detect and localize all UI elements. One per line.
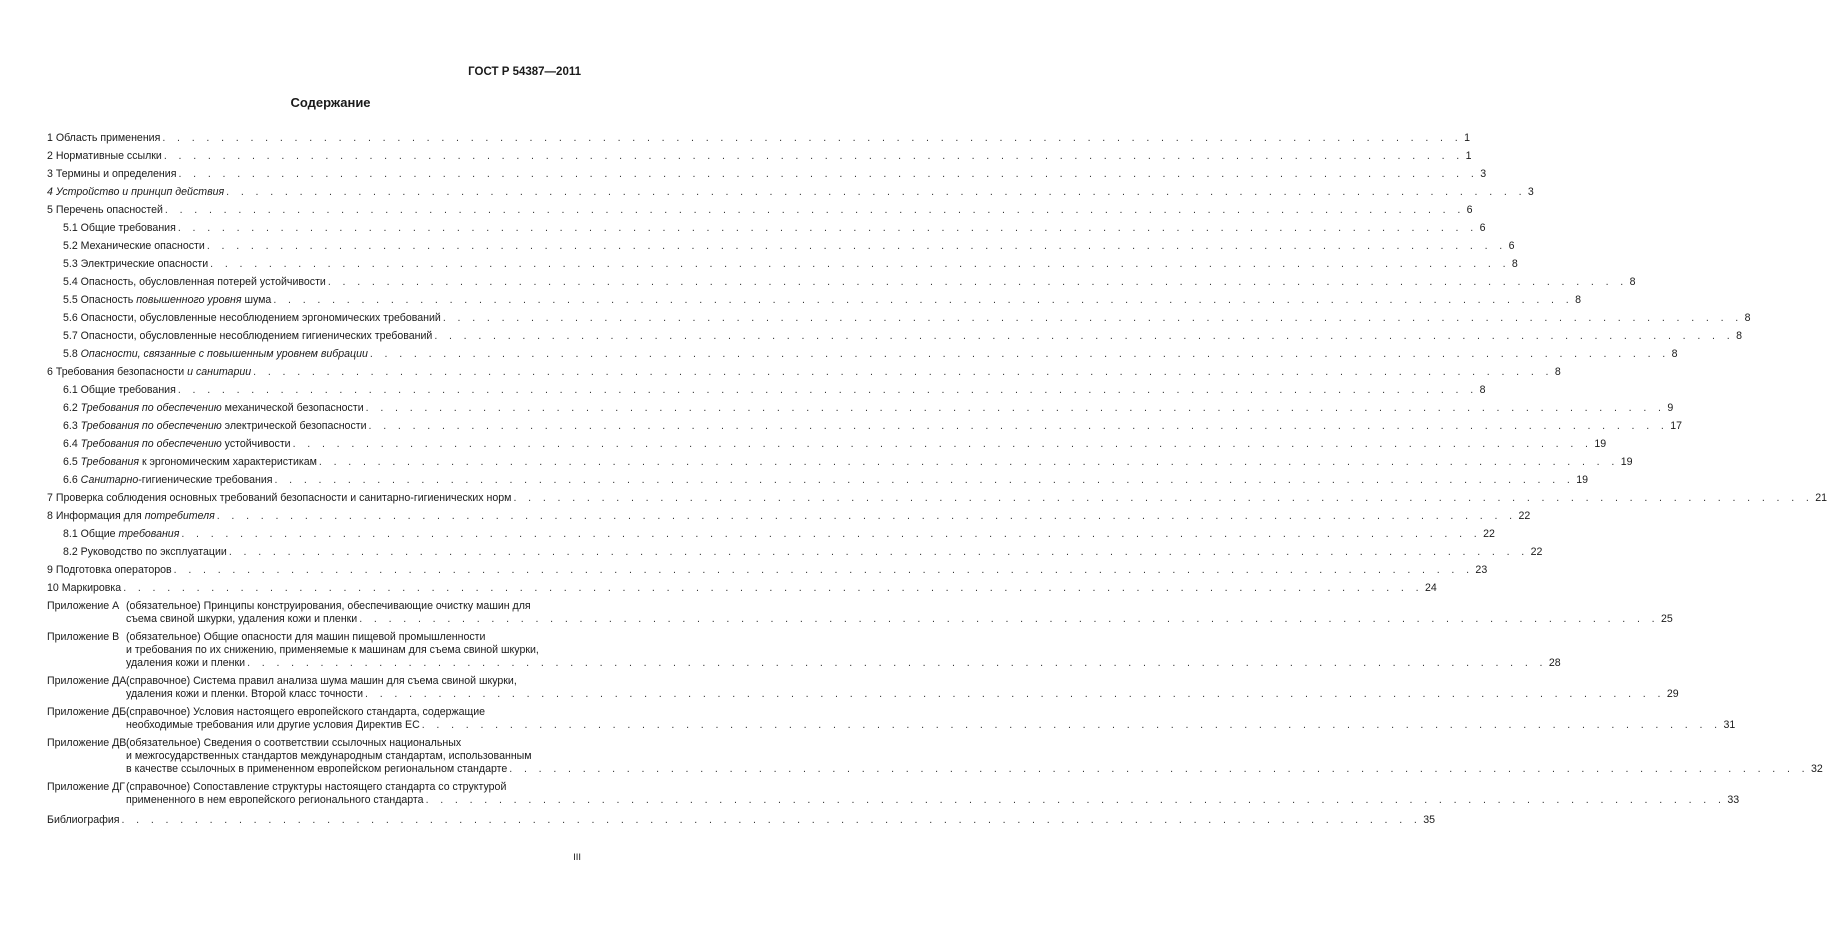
dot-leader: . . . . . . . . . . . . . . . . . . . . . . . . . . . . . . . . . . . . . . . . . . . . . . . . . . . . . . . . . . . . . . . . . . . . . . . . . . . . . . . . . . . . . . . . . bbox=[177, 222, 1478, 234]
toc-page-number: 19 bbox=[1620, 456, 1633, 468]
table-of-contents bbox=[47, 127, 1827, 827]
toc-page-number: 21 bbox=[1815, 492, 1827, 504]
dot-leader: . . . . . . . . . . . . . . . . . . . . . . . . . . . . . . . . . . . . . . . . . . . . . . . . . . . . . . . . . . . . . . . . . . . . . . . . . . . . . . . . . . . . . . . . . bbox=[177, 384, 1478, 396]
toc-entry-segment: 6.1 Общие требования bbox=[63, 384, 176, 396]
toc-page-number: 3 bbox=[1480, 168, 1487, 180]
dot-leader: . . . . . . . . . . . . . . . . . . . . . . . . . . . . . . . . . . . . . . . . . . . . . . . . . . . . . . . . . . . . . . . . . . . . . . . . . . . . . . . . . . . . . . . . . bbox=[365, 402, 1666, 414]
toc-page-number: 8 bbox=[1629, 276, 1636, 288]
toc-entry[interactable] bbox=[47, 577, 1437, 595]
toc-page-number: 23 bbox=[1475, 564, 1488, 576]
toc-entry-text bbox=[47, 204, 163, 217]
dot-leader: . . . . . . . . . . . . . . . . . . . . . . . . . . . . . . . . . . . . . . . . . . . . . . . . . . . . . . . . . . . . . . . . . . . . . . . . . . . . . . . . . . . . . . . . . bbox=[216, 510, 1517, 522]
toc-page-number: 28 bbox=[1548, 657, 1561, 669]
toc-entry-segment: электрической безопасности bbox=[221, 420, 367, 432]
toc-entry[interactable] bbox=[47, 523, 1495, 541]
dot-leader: . . . . . . . . . . . . . . . . . . . . . . . . . . . . . . . . . . . . . . . . . . . . . . . . . . . . . . . . . . . . . . . . . . . . . . . . . . . . . . . . . . . . . . . . . bbox=[162, 132, 1463, 144]
toc-bibliography-entry[interactable] bbox=[47, 809, 1436, 827]
toc-entry-segment: 3 Термины и определения bbox=[47, 168, 177, 180]
toc-entry-segment: 6.4 bbox=[63, 438, 81, 450]
toc-entry-text bbox=[63, 474, 273, 487]
appendix-title-line: (обязательное) Сведения о соответствии ссылочных национальных bbox=[126, 737, 462, 749]
toc-entry[interactable] bbox=[47, 559, 1488, 577]
dot-leader: . . . . . . . . . . . . . . . . . . . . . . . . . . . . . . . . . . . . . . . . . . . . . . . . . . . . . . . . . . . . . . . . . . . . . . . . . . . . . . . . . . . . . . . . . bbox=[359, 613, 1659, 625]
dot-leader: . . . . . . . . . . . . . . . . . . . . . . . . . . . . . . . . . . . . . . . . . . . . . . . . . . . . . . . . . . . . . . . . . . . . . . . . . . . . . . . . . . . . . . . . . bbox=[425, 794, 1726, 806]
toc-page-number: 1 bbox=[1465, 150, 1472, 162]
toc-entry-segment: 5.3 Электрические опасности bbox=[63, 258, 209, 270]
appendix-title-line: и требования по их снижению, применяемые к машинам для съема свиной шкурки, bbox=[126, 644, 539, 656]
toc-entry[interactable] bbox=[47, 451, 1633, 469]
toc-entry-segment: 6.6 bbox=[63, 474, 81, 486]
dot-leader: . . . . . . . . . . . . . . . . . . . . . . . . . . . . . . . . . . . . . . . . . . . . . . . . . . . . . . . . . . . . . . . . . . . . . . . . . . . . . . . . . . . . . . . . . bbox=[421, 719, 1722, 731]
toc-entry[interactable] bbox=[47, 163, 1487, 181]
toc-entry-segment: механической безопасности bbox=[221, 402, 364, 414]
toc-entry[interactable] bbox=[47, 199, 1473, 217]
toc-page-number: 3 bbox=[1527, 186, 1534, 198]
toc-appendix-entry[interactable] bbox=[47, 706, 1736, 732]
appendix-title-line: (справочное) Условия настоящего европейского стандарта, содержащие bbox=[126, 706, 486, 718]
toc-entry-segment: требования bbox=[118, 528, 180, 540]
toc-entry-segment: 8 Информация для bbox=[47, 510, 145, 522]
dot-leader: . . . . . . . . . . . . . . . . . . . . . . . . . . . . . . . . . . . . . . . . . . . . . . . . . . . . . . . . . . . . . . . . . . . . . . . . . . . . . . . . . . . . . . . . . bbox=[369, 348, 1670, 360]
toc-entry[interactable] bbox=[47, 361, 1561, 379]
toc-entry-segment: устойчивости bbox=[221, 438, 291, 450]
toc-entry-segment: к эргономическим характеристикам bbox=[139, 456, 317, 468]
dot-leader: . . . . . . . . . . . . . . . . . . . . . . . . . . . . . . . . . . . . . . . . . . . . . . . . . . . . . . . . . . . . . . . . . . . . . . . . . . . . . . . . . . . . . . . . . bbox=[442, 312, 1743, 324]
toc-page-number: 6 bbox=[1479, 222, 1486, 234]
dot-leader: . . . . . . . . . . . . . . . . . . . . . . . . . . . . . . . . . . . . . . . . . . . . . . . . . . . . . . . . . . . . . . . . . . . . . . . . . . . . . . . . . . . . . . . . . bbox=[513, 492, 1814, 504]
toc-page-number: 1 bbox=[1464, 132, 1470, 144]
toc-appendix-entry[interactable] bbox=[47, 675, 1679, 701]
toc-entry-text bbox=[63, 528, 179, 541]
dot-leader: . . . . . . . . . . . . . . . . . . . . . . . . . . . . . . . . . . . . . . . . . . . . . . . . . . . . . . . . . . . . . . . . . . . . . . . . . . . . . . . . . . . . . . . . . bbox=[226, 186, 1526, 198]
toc-entry-text bbox=[47, 492, 511, 505]
toc-page-number: 32 bbox=[1811, 763, 1823, 775]
toc-entry-segment: -гигиенические требования bbox=[138, 474, 273, 486]
appendix-title-line: необходимые требования или другие условия Директив ЕС bbox=[126, 719, 420, 731]
toc-page-number: 22 bbox=[1530, 546, 1543, 558]
dot-leader: . . . . . . . . . . . . . . . . . . . . . . . . . . . . . . . . . . . . . . . . . . . . . . . . . . . . . . . . . . . . . . . . . . . . . . . . . . . . . . . . . . . . . . . . . bbox=[121, 814, 1422, 826]
toc-entry-text bbox=[63, 348, 368, 361]
toc-page-number: 8 bbox=[1671, 348, 1678, 360]
toc-entry[interactable] bbox=[47, 307, 1751, 325]
toc-entry-text bbox=[63, 546, 227, 559]
toc-entry-text bbox=[47, 564, 172, 577]
toc-entry-segment: и санитарии bbox=[187, 366, 252, 378]
toc-entry-text bbox=[63, 456, 317, 469]
toc-entry[interactable] bbox=[47, 379, 1486, 397]
toc-page-number: 31 bbox=[1723, 719, 1736, 731]
toc-entry[interactable] bbox=[47, 271, 1636, 289]
dot-leader: . . . . . . . . . . . . . . . . . . . . . . . . . . . . . . . . . . . . . . . . . . . . . . . . . . . . . . . . . . . . . . . . . . . . . . . . . . . . . . . . . . . . . . . . . bbox=[292, 438, 1593, 450]
dot-leader: . . . . . . . . . . . . . . . . . . . . . . . . . . . . . . . . . . . . . . . . . . . . . . . . . . . . . . . . . . . . . . . . . . . . . . . . . . . . . . . . . . . . . . . . . bbox=[164, 204, 1465, 216]
toc-entry[interactable] bbox=[47, 253, 1518, 271]
toc-page-number: 8 bbox=[1744, 312, 1751, 324]
dot-leader: . . . . . . . . . . . . . . . . . . . . . . . . . . . . . . . . . . . . . . . . . . . . . . . . . . . . . . . . . . . . . . . . . . . . . . . . . . . . . . . . . . . . . . . . . bbox=[318, 456, 1619, 468]
toc-appendix-entry[interactable] bbox=[47, 600, 1673, 626]
toc-entry-segment: Требования по обеспечению bbox=[80, 438, 222, 450]
toc-entry-text bbox=[63, 384, 176, 397]
document-code: ГОСТ Р 54387—2011 bbox=[468, 66, 581, 78]
toc-entry-text: Библиография bbox=[47, 814, 120, 826]
toc-entry-text bbox=[63, 276, 326, 289]
toc-page-number: 22 bbox=[1483, 528, 1495, 540]
toc-entry-segment: Санитарно bbox=[80, 474, 139, 486]
toc-entry-segment: 8.2 Руководство по эксплуатации bbox=[63, 546, 227, 558]
toc-page-number: 25 bbox=[1661, 613, 1673, 625]
toc-page-number: 8 bbox=[1575, 294, 1581, 306]
appendix-label: Приложение ДБ bbox=[47, 706, 127, 718]
toc-page-number: 6 bbox=[1508, 240, 1515, 252]
dot-leader: . . . . . . . . . . . . . . . . . . . . . . . . . . . . . . . . . . . . . . . . . . . . . . . . . . . . . . . . . . . . . . . . . . . . . . . . . . . . . . . . . . . . . . . . . bbox=[173, 564, 1474, 576]
toc-appendix-entry[interactable] bbox=[47, 737, 1823, 776]
toc-entry-text bbox=[47, 366, 251, 379]
toc-entry-text bbox=[63, 258, 208, 271]
toc-entry-text bbox=[47, 150, 162, 163]
toc-page-number: 17 bbox=[1670, 420, 1683, 432]
dot-leader: . . . . . . . . . . . . . . . . . . . . . . . . . . . . . . . . . . . . . . . . . . . . . . . . . . . . . . . . . . . . . . . . . . . . . . . . . . . . . . . . . . . . . . . . . bbox=[178, 168, 1479, 180]
toc-entry-segment: Требования bbox=[80, 456, 139, 468]
appendix-title-line: примененного в нем европейского регионального стандарта bbox=[126, 794, 424, 806]
dot-leader: . . . . . . . . . . . . . . . . . . . . . . . . . . . . . . . . . . . . . . . . . . . . . . . . . . . . . . . . . . . . . . . . . . . . . . . . . . . . . . . . . . . . . . . . . bbox=[228, 546, 1529, 558]
toc-entry-segment: Требования по обеспечению bbox=[80, 402, 222, 414]
toc-entry-segment: 6 Требования безопасности bbox=[47, 366, 188, 378]
toc-entry-segment: 5.2 Механические опасности bbox=[63, 240, 205, 252]
toc-entry-text bbox=[47, 132, 160, 145]
toc-appendix-entry[interactable] bbox=[47, 631, 1561, 670]
appendix-label: Приложение ДВ bbox=[47, 737, 127, 749]
toc-entry-segment: 5.1 Общие требования bbox=[63, 222, 176, 234]
toc-entry-segment: 10 Маркировка bbox=[47, 582, 122, 594]
toc-page-number: 19 bbox=[1576, 474, 1589, 486]
dot-leader: . . . . . . . . . . . . . . . . . . . . . . . . . . . . . . . . . . . . . . . . . . . . . . . . . . . . . . . . . . . . . . . . . . . . . . . . . . . . . . . . . . . . . . . . . bbox=[123, 582, 1423, 594]
page-title: Содержание bbox=[290, 95, 371, 110]
dot-leader: . . . . . . . . . . . . . . . . . . . . . . . . . . . . . . . . . . . . . . . . . . . . . . . . . . . . . . . . . . . . . . . . . . . . . . . . . . . . . . . . . . . . . . . . . bbox=[210, 258, 1510, 270]
toc-page-number: 8 bbox=[1736, 330, 1742, 342]
toc-entry-text bbox=[63, 420, 367, 433]
toc-entry[interactable] bbox=[47, 145, 1472, 163]
toc-entry-text bbox=[63, 222, 176, 235]
toc-entry-segment: 5.8 bbox=[63, 348, 81, 360]
toc-entry-segment: Опасности, связанные с повышенным уровнем вибрации bbox=[80, 348, 368, 360]
toc-page-number: 8 bbox=[1554, 366, 1561, 378]
dot-leader: . . . . . . . . . . . . . . . . . . . . . . . . . . . . . . . . . . . . . . . . . . . . . . . . . . . . . . . . . . . . . . . . . . . . . . . . . . . . . . . . . . . . . . . . . bbox=[247, 657, 1547, 669]
toc-page-number: 33 bbox=[1727, 794, 1740, 806]
appendix-title-line: (справочное) Сопоставление структуры настоящего стандарта со структурой bbox=[126, 781, 507, 793]
dot-leader: . . . . . . . . . . . . . . . . . . . . . . . . . . . . . . . . . . . . . . . . . . . . . . . . . . . . . . . . . . . . . . . . . . . . . . . . . . . . . . . . . . . . . . . . . bbox=[434, 330, 1735, 342]
toc-entry[interactable] bbox=[47, 127, 1470, 145]
toc-entry[interactable] bbox=[47, 433, 1607, 451]
toc-entry[interactable] bbox=[47, 289, 1581, 307]
toc-entry-segment: 6.2 bbox=[63, 402, 81, 414]
toc-page-number: 29 bbox=[1666, 688, 1679, 700]
toc-entry-segment: потребителя bbox=[144, 510, 215, 522]
toc-entry-segment: 5.7 Опасности, обусловленные несоблюдением гигиенических требований bbox=[63, 330, 433, 342]
appendix-label: Приложение А bbox=[47, 600, 120, 612]
appendix-title-line: (справочное) Система правил анализа шума машин для съема свиной шкурки, bbox=[126, 675, 517, 687]
appendix-label: Приложение В bbox=[47, 631, 120, 643]
toc-entry-segment: повышенного уровня bbox=[136, 294, 242, 306]
toc-entry-text bbox=[63, 330, 432, 343]
dot-leader: . . . . . . . . . . . . . . . . . . . . . . . . . . . . . . . . . . . . . . . . . . . . . . . . . . . . . . . . . . . . . . . . . . . . . . . . . . . . . . . . . . . . . . . . . bbox=[368, 420, 1669, 432]
toc-entry-segment: шума bbox=[241, 294, 272, 306]
toc-entry-segment: 4 Устройство и принцип действия bbox=[47, 186, 225, 198]
appendix-title-line: в качестве ссылочных в примененном европейском региональном стандарте bbox=[126, 763, 508, 775]
toc-entry-segment: 5.6 Опасности, обусловленные несоблюдением эргономических требований bbox=[63, 312, 441, 324]
toc-entry[interactable] bbox=[47, 325, 1742, 343]
toc-page-number: 8 bbox=[1511, 258, 1518, 270]
dot-leader: . . . . . . . . . . . . . . . . . . . . . . . . . . . . . . . . . . . . . . . . . . . . . . . . . . . . . . . . . . . . . . . . . . . . . . . . . . . . . . . . . . . . . . . . . bbox=[206, 240, 1507, 252]
toc-entry-segment: 2 Нормативные ссылки bbox=[47, 150, 162, 162]
toc-entry-text bbox=[63, 438, 291, 451]
dot-leader: . . . . . . . . . . . . . . . . . . . . . . . . . . . . . . . . . . . . . . . . . . . . . . . . . . . . . . . . . . . . . . . . . . . . . . . . . . . . . . . . . . . . . . . . . bbox=[273, 294, 1574, 306]
appendix-label: Приложение ДГ bbox=[47, 781, 125, 793]
toc-entry[interactable] bbox=[47, 487, 1827, 505]
toc-entry-text bbox=[47, 510, 215, 523]
toc-entry[interactable] bbox=[47, 235, 1515, 253]
toc-page-number: 9 bbox=[1667, 402, 1674, 414]
dot-leader: . . . . . . . . . . . . . . . . . . . . . . . . . . . . . . . . . . . . . . . . . . . . . . . . . . . . . . . . . . . . . . . . . . . . . . . . . . . . . . . . . . . . . . . . . bbox=[274, 474, 1575, 486]
toc-entry-segment: 5.5 Опасность bbox=[63, 294, 137, 306]
dot-leader: . . . . . . . . . . . . . . . . . . . . . . . . . . . . . . . . . . . . . . . . . . . . . . . . . . . . . . . . . . . . . . . . . . . . . . . . . . . . . . . . . . . . . . . . . bbox=[327, 276, 1628, 288]
toc-entry-text bbox=[63, 240, 205, 253]
toc-page-number: 6 bbox=[1466, 204, 1473, 216]
toc-entry[interactable] bbox=[47, 343, 1678, 361]
page-number: III bbox=[573, 852, 581, 863]
dot-leader: . . . . . . . . . . . . . . . . . . . . . . . . . . . . . . . . . . . . . . . . . . . . . . . . . . . . . . . . . . . . . . . . . . . . . . . . . . . . . . . . . . . . . . . . . bbox=[253, 366, 1553, 378]
toc-page-number: 35 bbox=[1423, 814, 1436, 826]
toc-entry[interactable] bbox=[47, 181, 1534, 199]
appendix-title-line: (обязательное) Общие опасности для машин пищевой промышленности bbox=[126, 631, 486, 643]
toc-entry-text bbox=[63, 312, 441, 325]
dot-leader: . . . . . . . . . . . . . . . . . . . . . . . . . . . . . . . . . . . . . . . . . . . . . . . . . . . . . . . . . . . . . . . . . . . . . . . . . . . . . . . . . . . . . . . . . bbox=[181, 528, 1482, 540]
toc-page-number: 8 bbox=[1479, 384, 1486, 396]
toc-entry-text bbox=[47, 186, 224, 199]
toc-entry-segment: 7 Проверка соблюдения основных требований безопасности и санитарно-гигиенических норм bbox=[47, 492, 512, 504]
toc-appendix-entry[interactable] bbox=[47, 781, 1740, 807]
toc-entry[interactable] bbox=[47, 217, 1486, 235]
toc-entry[interactable] bbox=[47, 415, 1683, 433]
toc-entry-segment: 6.3 bbox=[63, 420, 81, 432]
dot-leader: . . . . . . . . . . . . . . . . . . . . . . . . . . . . . . . . . . . . . . . . . . . . . . . . . . . . . . . . . . . . . . . . . . . . . . . . . . . . . . . . . . . . . . . . . bbox=[509, 763, 1810, 775]
toc-entry-segment: 5 Перечень опасностей bbox=[47, 204, 163, 216]
toc-page-number: 22 bbox=[1518, 510, 1531, 522]
toc-page-number: 19 bbox=[1594, 438, 1607, 450]
appendix-title-line: удаления кожи и пленки bbox=[126, 657, 246, 669]
toc-entry-text bbox=[47, 168, 176, 181]
toc-page-number: 24 bbox=[1424, 582, 1437, 594]
toc-entry-text bbox=[47, 582, 121, 595]
toc-entry-text bbox=[63, 402, 364, 415]
appendix-title-line: съема свиной шкурки, удаления кожи и пленки bbox=[126, 613, 358, 625]
toc-entry[interactable] bbox=[47, 469, 1589, 487]
dot-leader: . . . . . . . . . . . . . . . . . . . . . . . . . . . . . . . . . . . . . . . . . . . . . . . . . . . . . . . . . . . . . . . . . . . . . . . . . . . . . . . . . . . . . . . . . bbox=[365, 688, 1665, 700]
toc-entry[interactable] bbox=[47, 397, 1674, 415]
toc-entry[interactable] bbox=[47, 505, 1531, 523]
appendix-title-line: (обязательное) Принципы конструирования, обеспечивающие очистку машин для bbox=[126, 600, 531, 612]
appendix-title-line: удаления кожи и пленки. Второй класс точности bbox=[126, 688, 364, 700]
toc-entry-segment: Требования по обеспечению bbox=[80, 420, 222, 432]
appendix-title-line: и межгосударственных стандартов международным стандартам, использованным bbox=[126, 750, 532, 762]
dot-leader: . . . . . . . . . . . . . . . . . . . . . . . . . . . . . . . . . . . . . . . . . . . . . . . . . . . . . . . . . . . . . . . . . . . . . . . . . . . . . . . . . . . . . . . . . bbox=[163, 150, 1464, 162]
toc-entry-segment: 6.5 bbox=[63, 456, 81, 468]
toc-entry-segment: 5.4 Опасность, обусловленная потерей устойчивости bbox=[63, 276, 326, 288]
appendix-label: Приложение ДА bbox=[47, 675, 127, 687]
toc-entry-segment: 8.1 Общие bbox=[63, 528, 119, 540]
toc-entry-text bbox=[63, 294, 271, 307]
toc-entry-segment: 1 Область применения bbox=[47, 132, 161, 144]
toc-entry[interactable] bbox=[47, 541, 1543, 559]
toc-entry-segment: 9 Подготовка операторов bbox=[47, 564, 172, 576]
